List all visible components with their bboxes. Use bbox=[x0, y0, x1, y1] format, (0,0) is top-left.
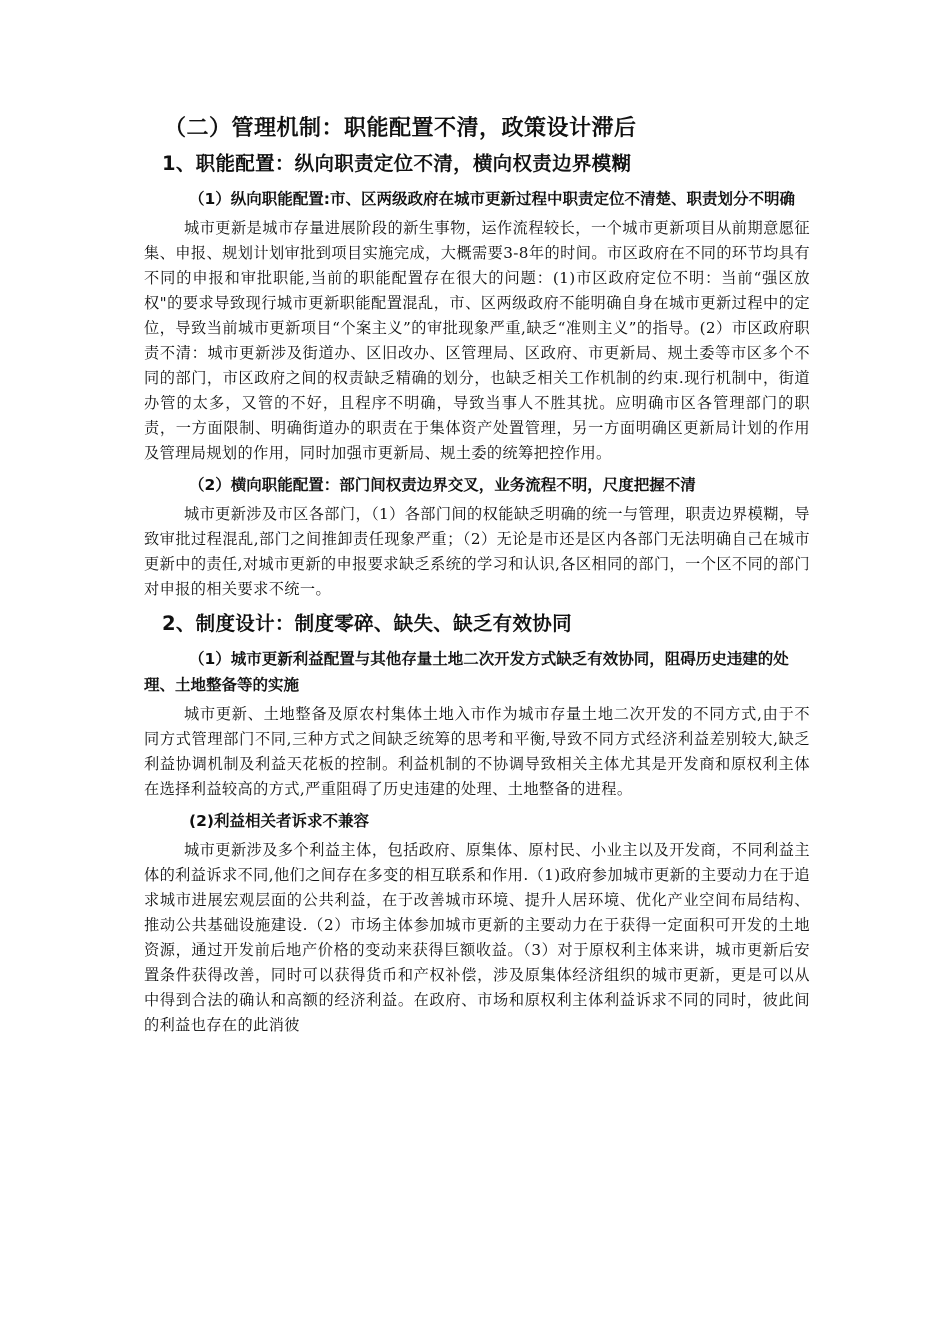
paragraph-2-1: 城市更新、土地整备及原农村集体土地入市作为城市存量土地二次开发的不同方式,由于不同方式管理部门不同,三种方式之间缺乏统筹的思考和平衡,导致不同方式经济利益差别较大,缺乏利益协调机制及利益天花板的控制。利益机制的不协调导致相关主体尤其是开发商和原权利主体在选择利益较高的方式,严重阻碍了历史违建的处理、土地整备的进程。 bbox=[144, 705, 810, 798]
subsection-heading-2-1: （1）城市更新利益配置与其他存量土地二次开发方式缺乏有效协同，阻碍历史违建的处理、土地整备等的实施 bbox=[144, 650, 789, 694]
chapter-heading: （二）管理机制：职能配置不清，政策设计滞后 bbox=[164, 116, 637, 141]
section-heading-2: 2、制度设计：制度零碎、缺失、缺乏有效协同 bbox=[162, 612, 572, 635]
paragraph-2-2: 城市更新涉及多个利益主体，包括政府、原集体、原村民、小业主以及开发商，不同利益主体的利益诉求不同,他们之间存在多变的相互联系和作用.（1)政府参加城市更新的主要动力在于追求城市进展宏观层面的公共利益，在于改善城市环境、提升人居环境、优化产业空间布局结构、推动公共基础设施建设.（2）市场主体参加城市更新的主要动力在于获得一定面积可开发的土地资源，通过开发前后地产价格的变动来获得巨额收益。（3）对于原权利主体来讲，城市更新后安置条件获得改善，同时可以获得货币和产权补偿，涉及原集体经济组织的城市更新，更是可以从中得到合法的确认和高额的经济利益。在政府、市场和原权利主体利益诉求不同的同时，彼此间的利益也存在的此消彼 bbox=[144, 841, 810, 1034]
paragraph-1-2: 城市更新涉及市区各部门，（1）各部门间的权能缺乏明确的统一与管理，职责边界模糊，导致审批过程混乱,部门之间推卸责任现象严重；（2）无论是市还是区内各部门无法明确自己在城市更新中的责任,对城市更新的申报要求缺乏系统的学习和认识,各区相同的部门，一个区不同的部门对申报的相关要求不统一。 bbox=[144, 505, 810, 598]
subsection-heading-1-2: （2）横向职能配置：部门间权责边界交叉，业务流程不明，尺度把握不清 bbox=[189, 476, 696, 494]
document-content bbox=[144, 112, 810, 1044]
subsection-heading-2-2: (2)利益相关者诉求不兼容 bbox=[189, 812, 369, 830]
subsection-heading-1-1: （1）纵向职能配置:市、区两级政府在城市更新过程中职责定位不清楚、职责划分不明确 bbox=[189, 190, 795, 208]
section-heading-1: 1、职能配置：纵向职责定位不清，横向权责边界模糊 bbox=[162, 152, 632, 175]
paragraph-1-1: 城市更新是城市存量进展阶段的新生事物，运作流程较长，一个城市更新项目从前期意愿征集、申报、规划计划审批到项目实施完成，大概需要3-8年的时间。市区政府在不同的环节均具有不同的申报和审批职能,当前的职能配置存在很大的问题：(1)市区政府定位不明：当前“强区放权"的要求导致现行城市更新职能配置混乱，市、区两级政府不能明确自身在城市更新过程中的定位，导致当前城市更新项目“个案主义”的审批现象严重,缺乏“准则主义”的指导。(2）市区政府职责不清：城市更新涉及街道办、区旧改办、区管理局、区政府、市更新局、规土委等市区多个不同的部门，市区政府之间的权责缺乏精确的划分，也缺乏相关工作机制的约束.现行机制中，街道办管的太多，又管的不好，且程序不明确，导致当事人不胜其扰。应明确市区各管理部门的职责，一方面限制、明确街道办的职责在于集体资产处置管理，另一方面明确区更新局计划的作用及管理局规划的作用，同时加强市更新局、规土委的统筹把控作用。 bbox=[144, 219, 810, 462]
